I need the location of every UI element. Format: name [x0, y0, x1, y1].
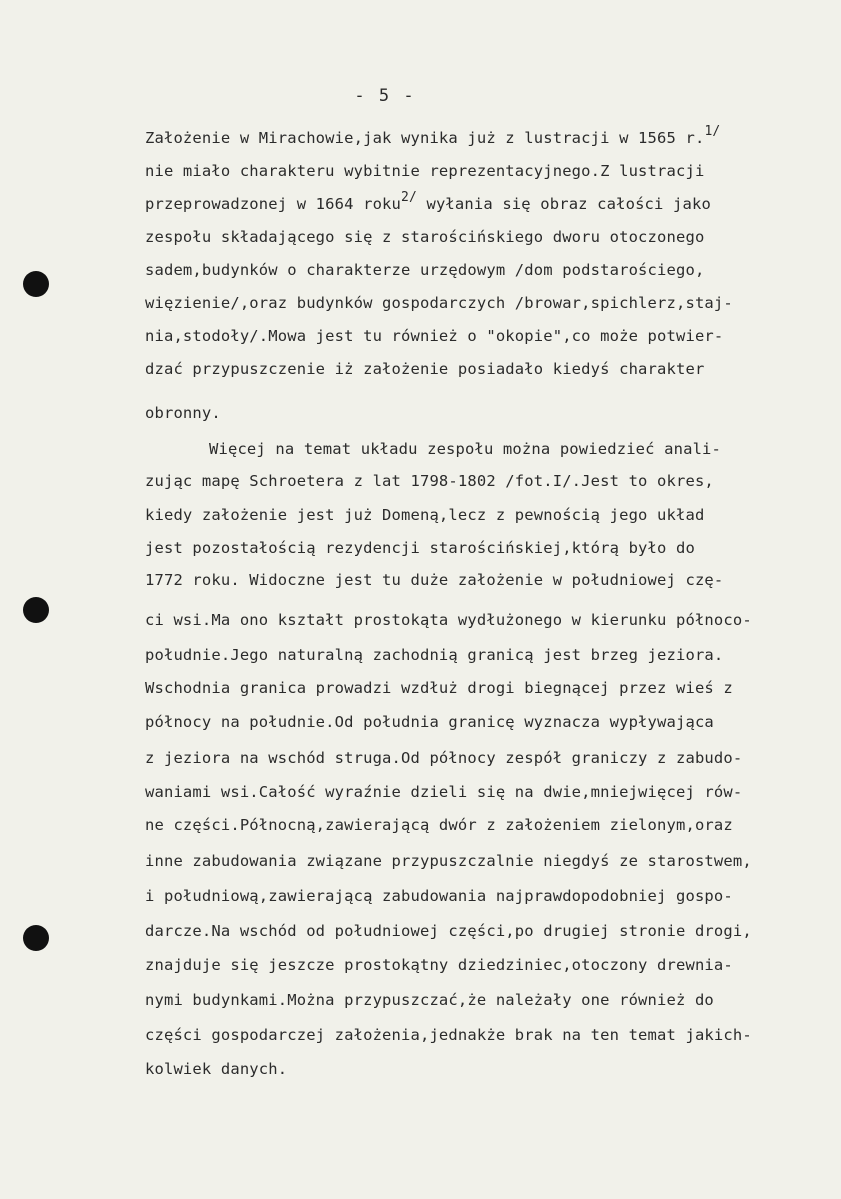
- text-line: południe.Jego naturalną zachodnią granicą jest brzeg jeziora.: [145, 646, 724, 664]
- text-line: i południową,zawierającą zabudowania najprawdopodobniej gospo-: [145, 887, 733, 905]
- text-line: dzać przypuszczenie iż założenie posiadało kiedyś charakter: [145, 360, 705, 378]
- text-line: więzienie/,oraz budynków gospodarczych /browar,spichlerz,staj-: [145, 294, 733, 312]
- text-line: zując mapę Schroetera z lat 1798-1802 /fot.I/.Jest to okres,: [145, 472, 714, 490]
- text-line: kiedy założenie jest już Domeną,lecz z pewnością jego układ: [145, 506, 705, 524]
- punch-hole-middle: [23, 597, 49, 623]
- text-line: przeprowadzonej w 1664 roku$^{2/}$ wyłania się obraz całości jako: [145, 190, 711, 213]
- text-line: nymi budynkami.Można przypuszczać,że należały one również do: [145, 991, 714, 1009]
- page-number: - 5 -: [354, 86, 416, 106]
- text-line: Wschodnia granica prowadzi wzdłuż drogi biegnącej przez wieś z: [145, 679, 733, 697]
- text-line: północy na południe.Od południa granicę wyznacza wypływająca: [145, 713, 714, 731]
- text-line: części gospodarczej założenia,jednakże brak na ten temat jakich-: [145, 1026, 752, 1044]
- text-line: inne zabudowania związane przypuszczalnie niegdyś ze starostwem,: [145, 852, 752, 870]
- text-line: Założenie w Mirachowie,jak wynika już z lustracji w 1565 r.$^{1/}$: [145, 124, 721, 147]
- punch-hole-top: [23, 271, 49, 297]
- punch-hole-bottom: [23, 925, 49, 951]
- text-line: sadem,budynków o charakterze urzędowym /dom podstarościego,: [145, 261, 705, 279]
- text-line: darcze.Na wschód od południowej części,po drugiej stronie drogi,: [145, 922, 752, 940]
- text-line: nia,stodoły/.Mowa jest tu również o "okopie",co może potwier-: [145, 327, 724, 345]
- text-line: z jeziora na wschód struga.Od północy zespół graniczy z zabudo-: [145, 749, 743, 767]
- text-line: znajduje się jeszcze prostokątny dziedziniec,otoczony drewnia-: [145, 956, 733, 974]
- text-line: nie miało charakteru wybitnie reprezentacyjnego.Z lustracji: [145, 162, 705, 180]
- text-line: waniami wsi.Całość wyraźnie dzieli się na dwie,mniejwięcej rów-: [145, 783, 743, 801]
- text-line: jest pozostałością rezydencji starościńskiej,którą było do: [145, 539, 695, 557]
- text-line: kolwiek danych.: [145, 1060, 288, 1078]
- text-line: ci wsi.Ma ono kształt prostokąta wydłużonego w kierunku północo-: [145, 611, 752, 629]
- text-line: obronny.: [145, 404, 221, 422]
- text-line: Więcej na temat układu zespołu można powiedzieć anali-: [209, 440, 722, 458]
- text-line: 1772 roku. Widoczne jest tu duże założenie w południowej czę-: [145, 571, 724, 589]
- text-line: zespołu składającego się z starościńskiego dworu otoczonego: [145, 228, 705, 246]
- text-line: ne części.Północną,zawierającą dwór z założeniem zielonym,oraz: [145, 816, 733, 834]
